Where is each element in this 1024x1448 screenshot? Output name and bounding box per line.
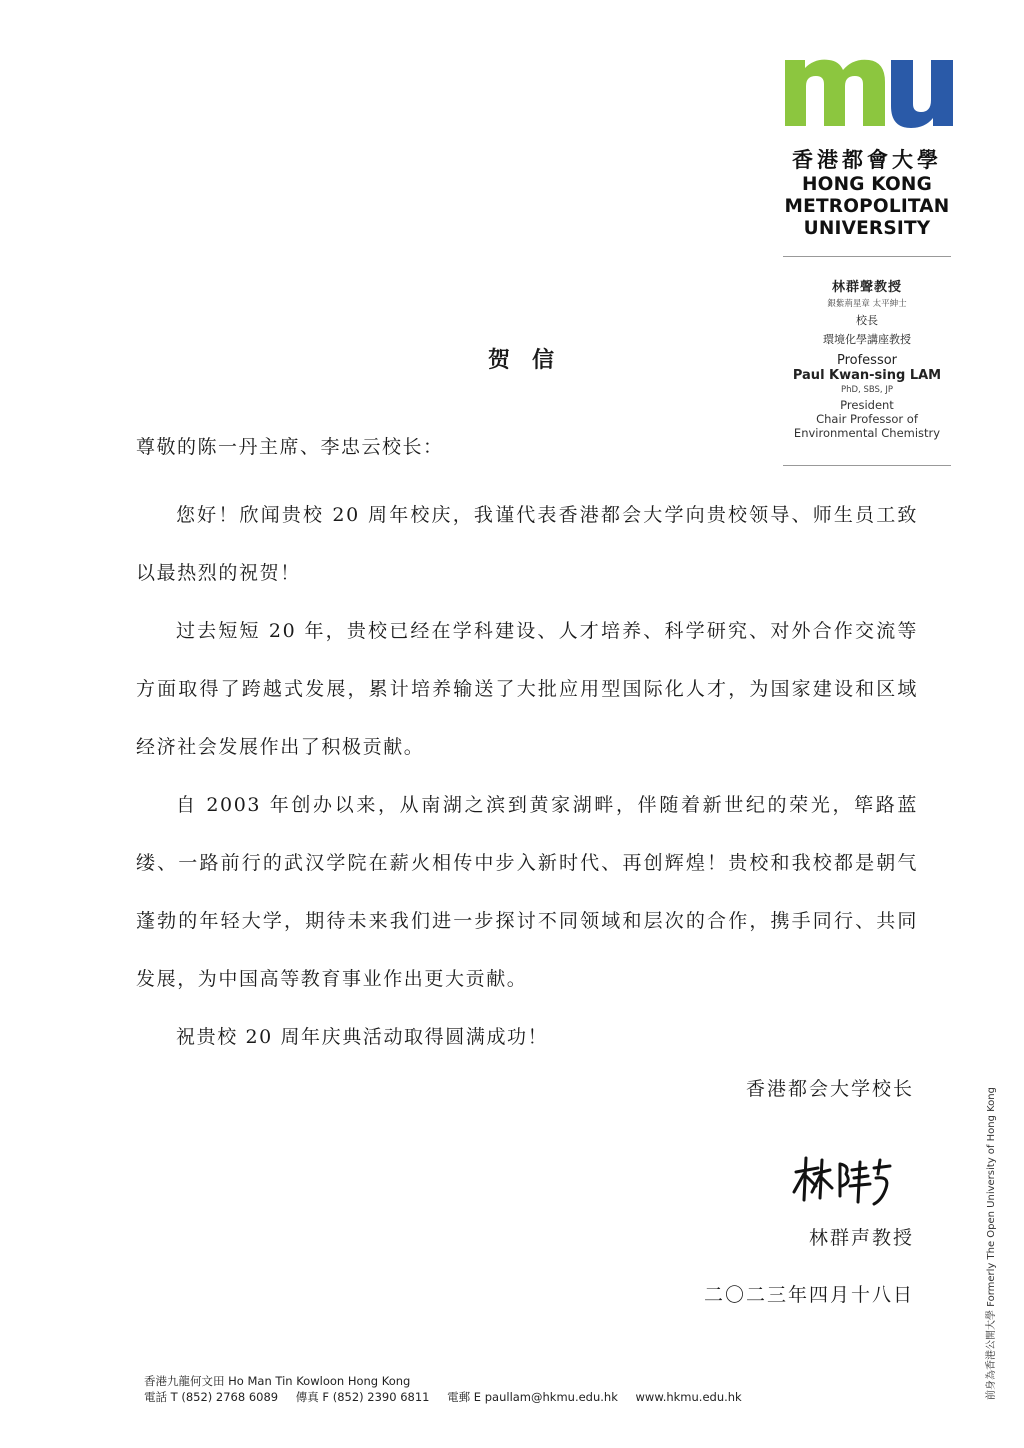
header-divider-bottom	[783, 465, 951, 466]
footer-email-label: 電郵 E	[447, 1390, 482, 1404]
footer-tel: (852) 2768 6089	[181, 1390, 279, 1404]
signatory-name: 林群声教授	[808, 1227, 914, 1249]
president-chair-en-line1: Chair Professor of	[816, 412, 918, 426]
footer-email: paullam@hkmu.edu.hk	[484, 1390, 618, 1404]
header-divider-top	[783, 256, 951, 257]
footer-contact-line	[144, 1389, 742, 1405]
president-title-zh: 校長	[856, 314, 878, 327]
president-title-en: Professor	[836, 353, 898, 368]
letterhead-footer	[144, 1373, 742, 1405]
footer-website: www.hkmu.edu.hk	[635, 1390, 742, 1404]
footer-address-en: Ho Man Tin Kowloon Hong Kong	[228, 1374, 411, 1388]
president-chair-en-line2: Environmental Chemistry	[793, 426, 941, 440]
university-name-en-line2: METROPOLITAN	[784, 196, 950, 217]
president-block	[772, 276, 962, 440]
president-honours-en: PhD, SBS, JP	[841, 385, 893, 395]
president-chair-zh: 環境化學講座教授	[823, 333, 911, 346]
letter-body	[136, 486, 918, 1066]
letter-paragraph: 自 2003 年创办以来，从南湖之滨到黄家湖畔，伴随着新世纪的荣光，筚路蓝缕、一路前行的武汉学院在薪火相传中步入新时代、再创辉煌！贵校和我校都是朝气蓬勃的年轻大学，期待未来我们进一步探讨不同领域和层次的合作，携手同行、共同发展，为中国高等教育事业作出更大贡献。	[136, 794, 918, 990]
university-logo	[772, 50, 962, 240]
letter-title: 贺信	[488, 347, 577, 373]
letter-paragraph: 过去短短 20 年，贵校已经在学科建设、人才培养、科学研究、对外合作交流等方面取得了跨越式发展，累计培养输送了大批应用型国际化人才，为国家建设和区域经济社会发展作出了积极贡献。	[136, 620, 918, 758]
letter-paragraph: 您好！欣闻贵校 20 周年校庆，我谨代表香港都会大学向贵校领导、师生员工致以最热烈的祝贺！	[136, 504, 918, 584]
footer-address-zh: 香港九龍何文田	[144, 1374, 225, 1388]
president-name-zh: 林群聲教授	[831, 280, 902, 295]
footer-fax-label: 傳真 F	[295, 1390, 330, 1404]
university-name-zh: 香港都會大學	[792, 148, 942, 172]
letter-salutation: 尊敬的陈一丹主席、李忠云校长：	[136, 436, 444, 458]
former-name-note: 前身為香港公開大學 Formerly The Open University of Hong Kong	[986, 1087, 997, 1400]
footer-address-line	[144, 1373, 742, 1389]
president-name-en: Paul Kwan-sing LAM	[792, 368, 942, 383]
president-role-en: President	[840, 398, 894, 412]
footer-tel-label: 電話 T	[144, 1390, 178, 1404]
university-name-en-line3: UNIVERSITY	[803, 218, 931, 239]
handwritten-signature	[790, 1152, 900, 1208]
president-honours-zh: 銀紫荊星章 太平紳士	[827, 299, 907, 309]
signatory-organization: 香港都会大学校长	[745, 1078, 914, 1100]
footer-fax: (852) 2390 6811	[332, 1390, 430, 1404]
university-name-en-line1: HONG KONG	[801, 174, 933, 195]
letter-paragraph: 祝贵校 20 周年庆典活动取得圆满成功！	[176, 1026, 549, 1048]
hkmu-logo-mark	[781, 50, 953, 130]
letter-date: 二〇二三年四月十八日	[703, 1284, 914, 1306]
